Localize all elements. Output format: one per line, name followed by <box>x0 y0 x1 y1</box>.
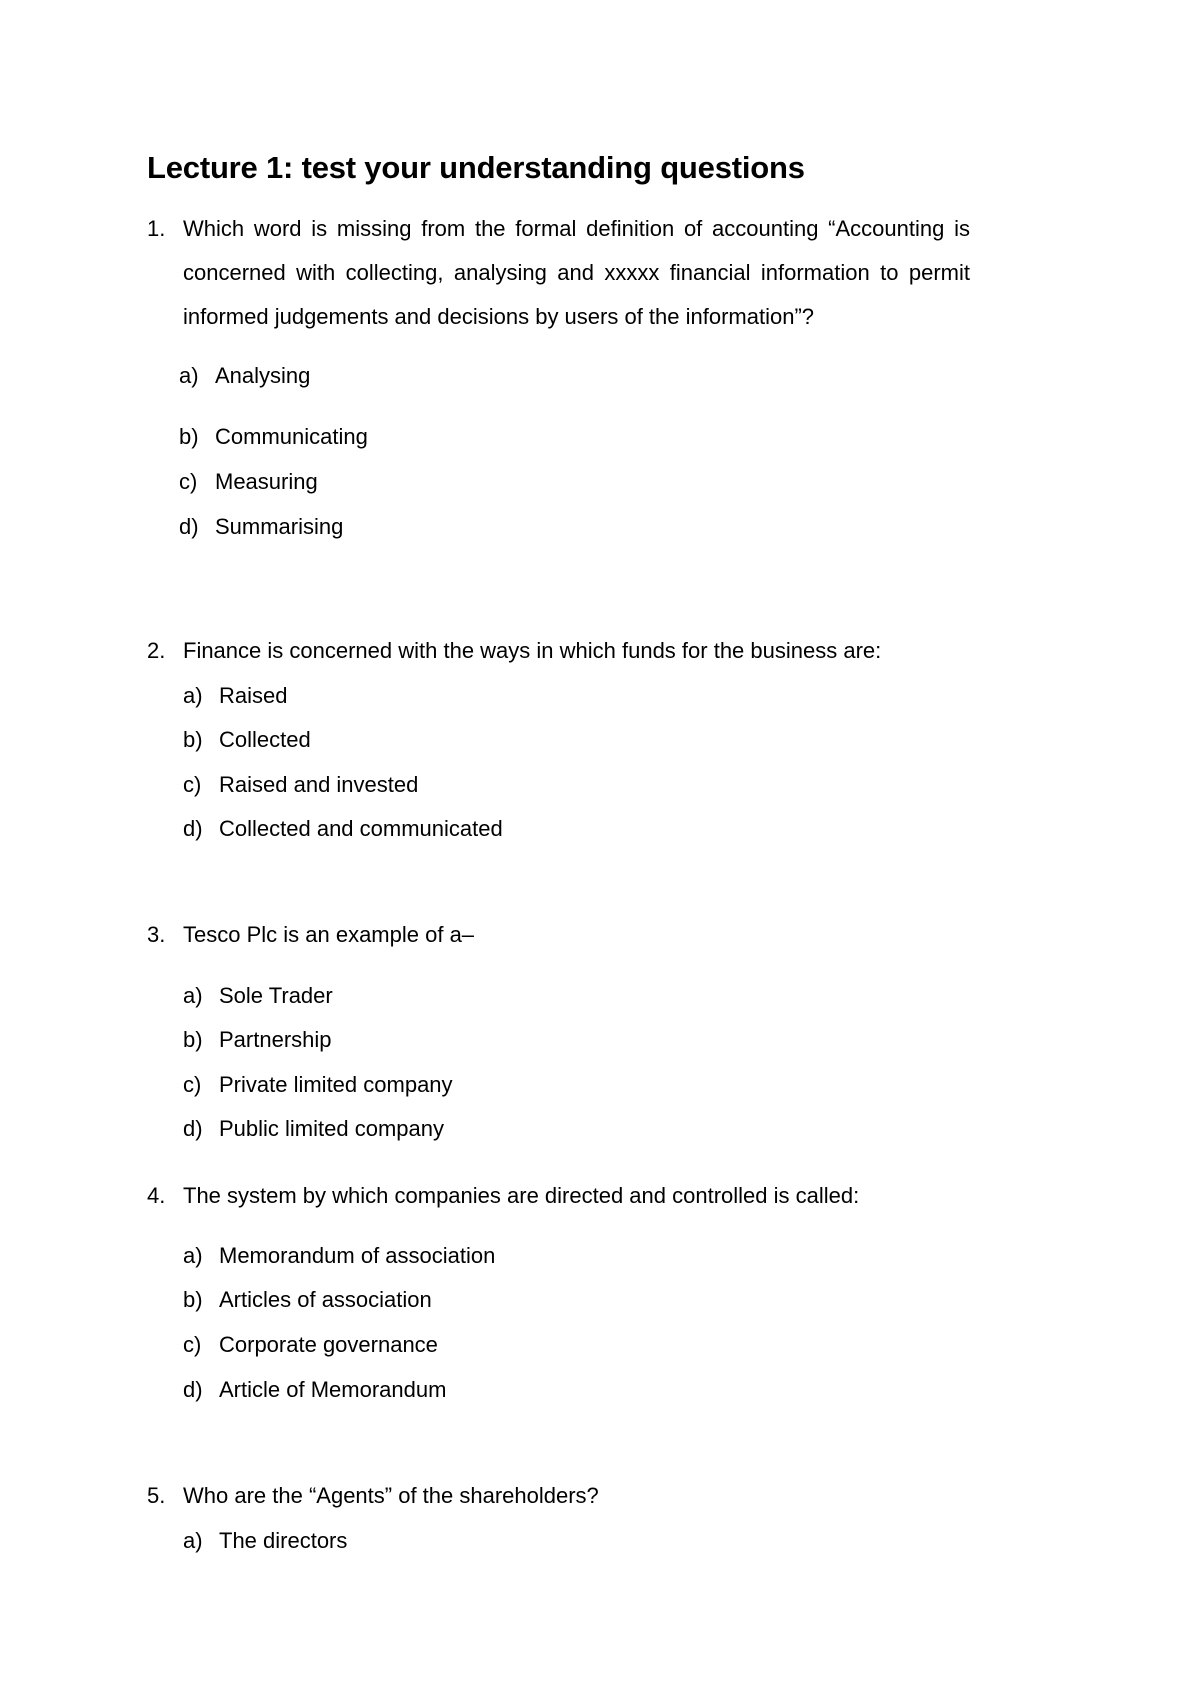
option-text: Collected <box>219 727 311 752</box>
question-number: 1. <box>147 216 166 241</box>
option-letter: a) <box>183 683 203 708</box>
option-letter: b) <box>183 1287 203 1312</box>
option-text: Public limited company <box>219 1116 444 1141</box>
option-letter: a) <box>183 1528 203 1553</box>
question-text-line: Finance is concerned with the ways in which funds for the business are: <box>183 638 882 663</box>
option-text: Collected and communicated <box>219 816 503 841</box>
option-text: Analysing <box>215 363 311 388</box>
option-text: Private limited company <box>219 1072 453 1097</box>
option-text: The directors <box>219 1528 348 1553</box>
question-text-line: Who are the “Agents” of the shareholders? <box>183 1483 599 1508</box>
question-text-line: The system by which companies are directed and controlled is called: <box>183 1183 860 1208</box>
option-text: Sole Trader <box>219 983 333 1008</box>
question-number: 5. <box>147 1483 166 1508</box>
option-text: Summarising <box>215 514 344 539</box>
option-letter: b) <box>183 1027 203 1052</box>
option-text: Raised <box>219 683 288 708</box>
option-text: Communicating <box>215 424 368 449</box>
question-text-line: informed judgements and decisions by users of the information”? <box>183 304 815 329</box>
option-letter: d) <box>179 514 199 539</box>
option-letter: a) <box>179 363 199 388</box>
question-number: 3. <box>147 922 166 947</box>
question-text-line: Which word is missing from the formal definition of accounting “Accounting is <box>183 216 970 241</box>
option-letter: b) <box>183 727 203 752</box>
option-text: Articles of association <box>219 1287 432 1312</box>
question-number: 2. <box>147 638 166 663</box>
option-text: Measuring <box>215 469 318 494</box>
option-text: Article of Memorandum <box>219 1377 447 1402</box>
option-letter: d) <box>183 816 203 841</box>
option-text: Corporate governance <box>219 1332 438 1357</box>
question-number: 4. <box>147 1183 166 1208</box>
option-letter: d) <box>183 1116 203 1141</box>
question-text-line: concerned with collecting, analysing and xxxxx financial information to permit <box>183 260 970 285</box>
option-text: Partnership <box>219 1027 332 1052</box>
option-letter: a) <box>183 1243 203 1268</box>
page-title: Lecture 1: test your understanding questions <box>147 150 805 185</box>
option-text: Memorandum of association <box>219 1243 496 1268</box>
option-letter: d) <box>183 1377 203 1402</box>
option-letter: c) <box>183 772 202 797</box>
option-letter: a) <box>183 983 203 1008</box>
option-letter: c) <box>179 469 198 494</box>
option-letter: c) <box>183 1072 202 1097</box>
option-text: Raised and invested <box>219 772 419 797</box>
question-text-line: Tesco Plc is an example of a– <box>183 922 475 947</box>
option-letter: c) <box>183 1332 202 1357</box>
option-letter: b) <box>179 424 199 449</box>
